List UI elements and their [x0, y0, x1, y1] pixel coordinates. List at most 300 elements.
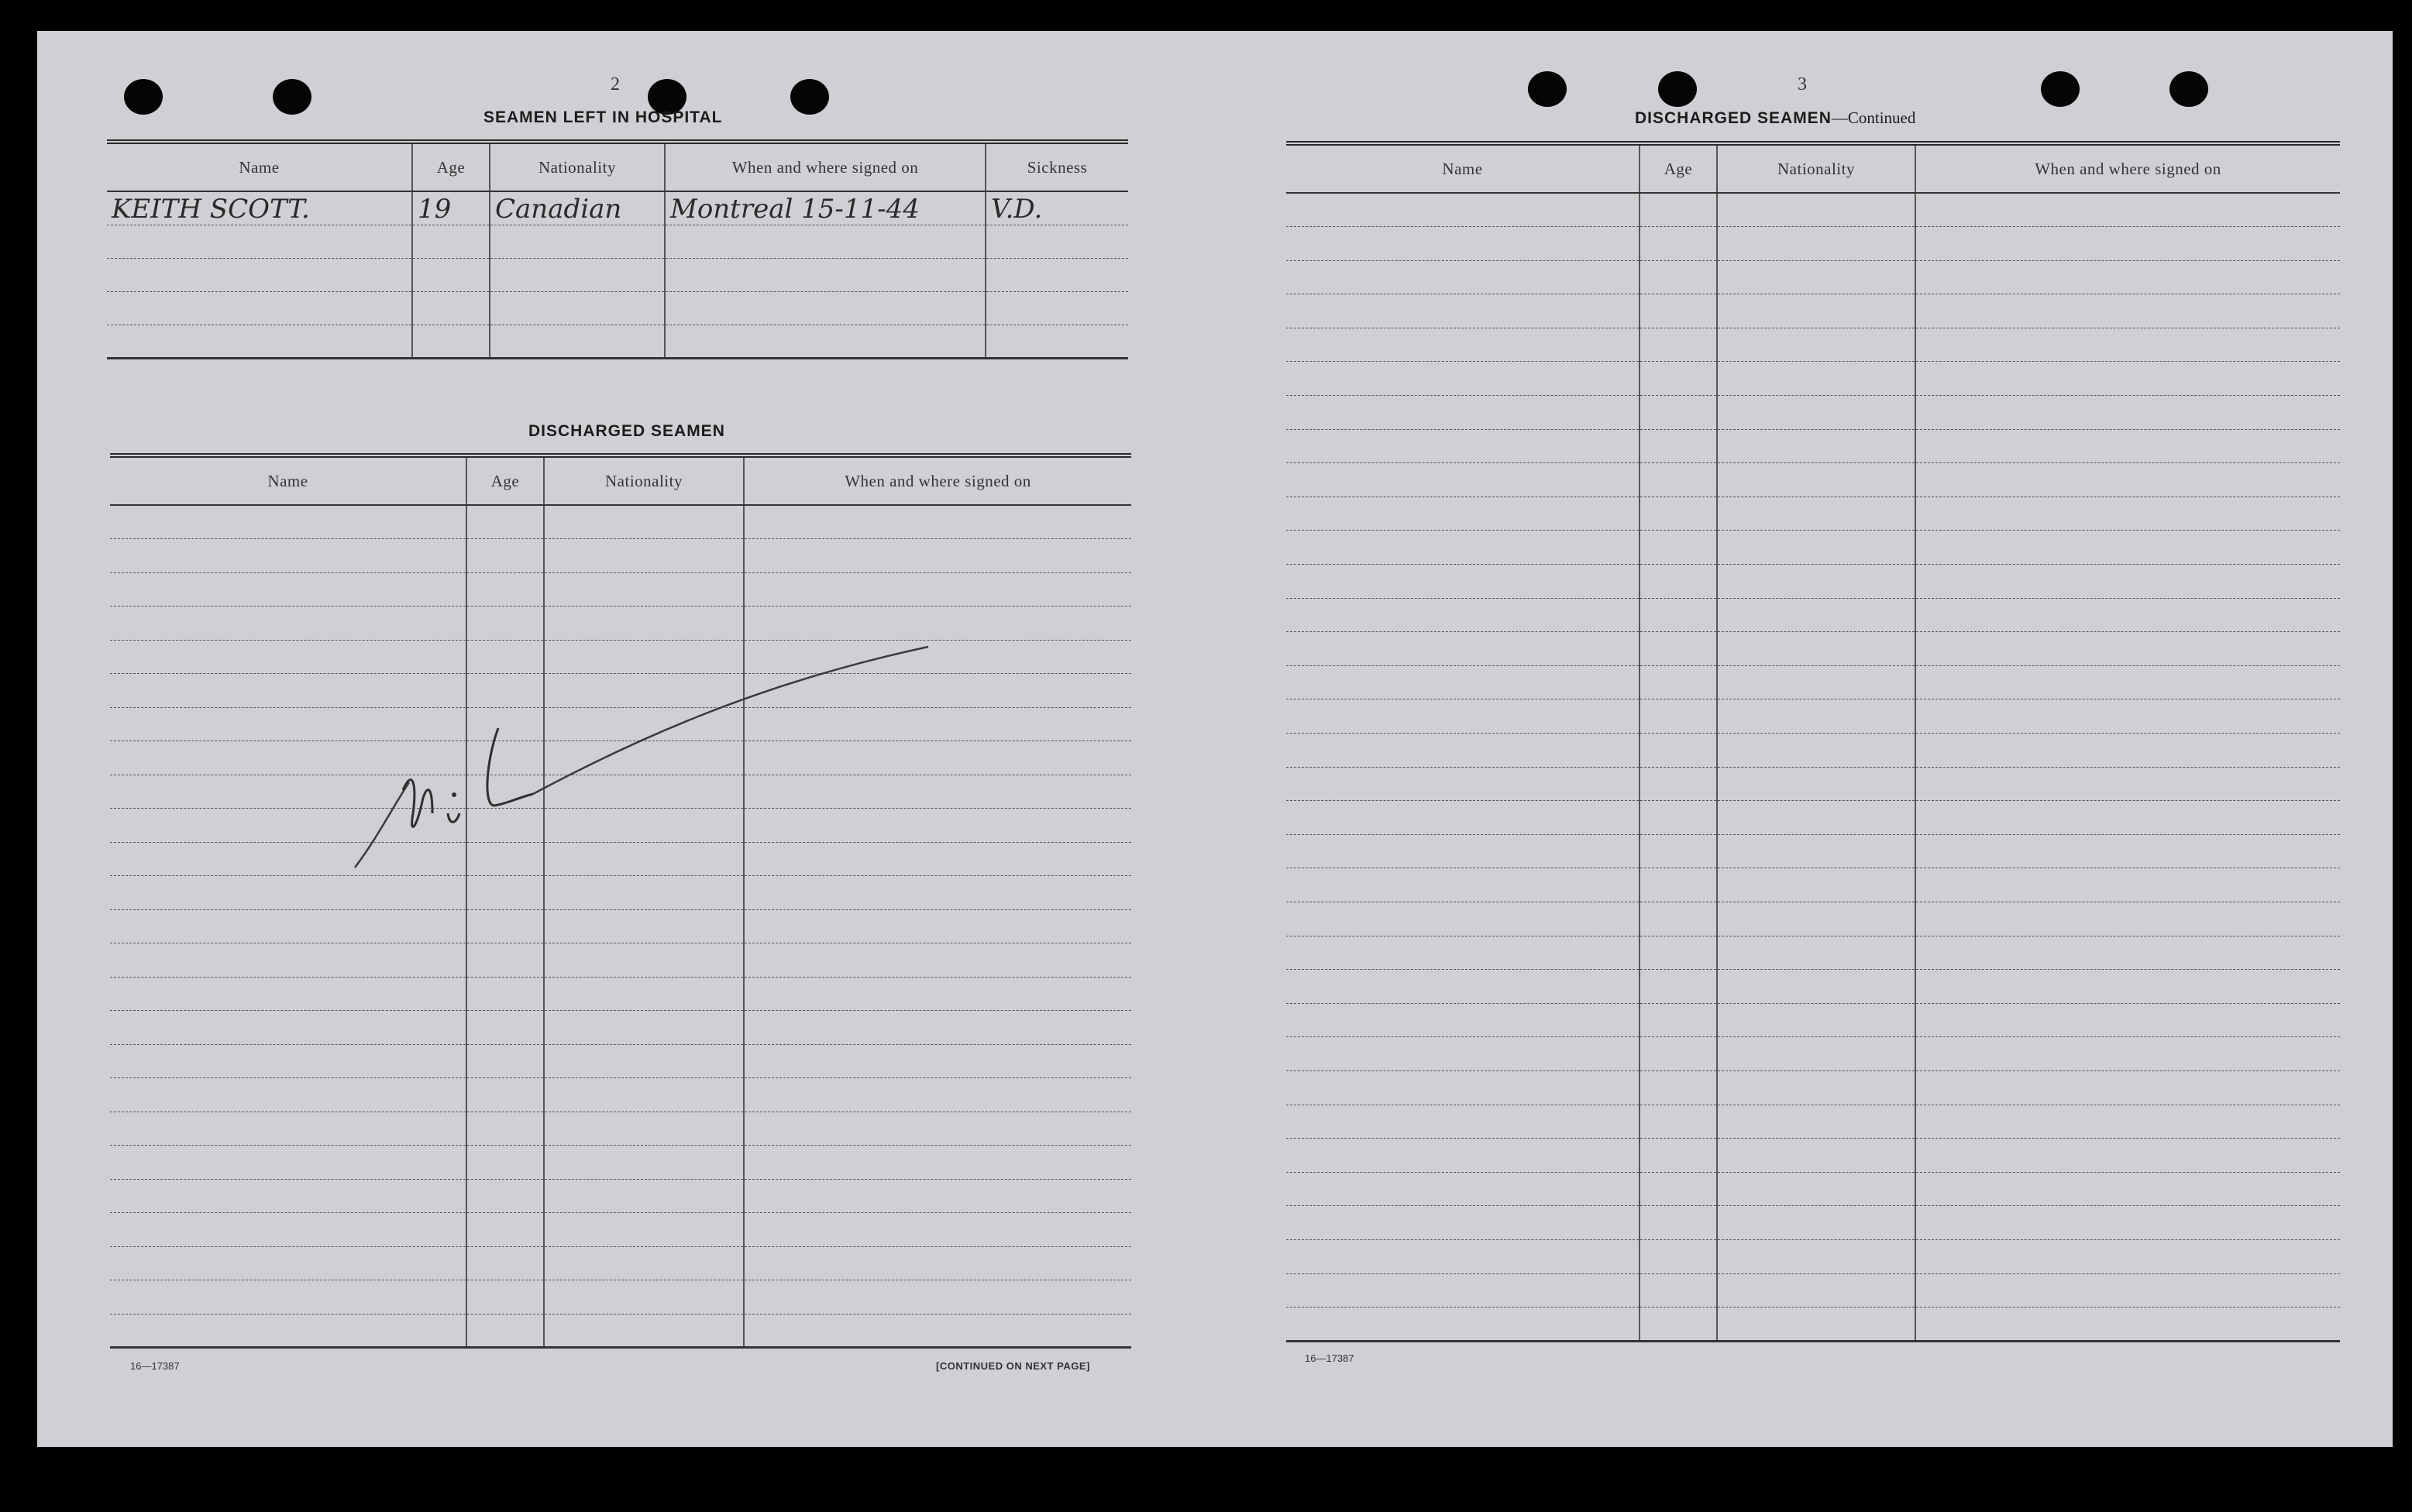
table-cell	[1717, 328, 1915, 362]
table-cell	[1286, 632, 1640, 666]
table-cell	[544, 1112, 744, 1146]
table-cell	[110, 505, 466, 539]
table-row	[107, 225, 1128, 258]
table-cell	[986, 291, 1128, 325]
table-cell	[110, 1011, 466, 1045]
table-cell	[1915, 1105, 2340, 1139]
table-cell	[466, 1044, 544, 1078]
table-row	[110, 572, 1131, 607]
table-cell	[110, 572, 466, 607]
table-row	[110, 1213, 1131, 1247]
document-sheet	[37, 31, 2393, 1447]
table-cell	[490, 258, 665, 291]
table-cell	[1717, 1308, 1915, 1342]
table-row	[1286, 1206, 2340, 1240]
table-cell	[1915, 429, 2340, 463]
punch-hole	[1528, 71, 1567, 107]
table-cell	[1286, 834, 1640, 868]
table-cell	[1717, 1239, 1915, 1273]
table-cell	[412, 258, 490, 291]
table-cell	[490, 325, 665, 358]
table-cell	[412, 325, 490, 358]
table-cell	[744, 1179, 1131, 1213]
table-cell	[110, 1112, 466, 1146]
punch-hole	[790, 79, 829, 115]
table-cell	[1286, 1139, 1640, 1173]
discharged-section-title: DISCHARGED SEAMEN	[528, 422, 725, 440]
table-cell	[544, 1011, 744, 1045]
table-cell	[466, 1314, 544, 1348]
column-header: Name	[107, 142, 412, 191]
hospital-section-title: SEAMEN LEFT IN HOSPITAL	[483, 108, 723, 126]
table-cell	[1286, 1003, 1640, 1037]
table-cell	[1286, 902, 1640, 936]
table-cell	[1915, 565, 2340, 599]
table-row	[1286, 463, 2340, 497]
table-cell	[1640, 665, 1717, 699]
table-cell	[110, 1314, 466, 1348]
table-cell	[1717, 1070, 1915, 1105]
table-cell	[466, 1179, 544, 1213]
table-cell	[466, 1078, 544, 1112]
table-row	[110, 1280, 1131, 1314]
table-cell	[744, 572, 1131, 607]
table-cell	[466, 1011, 544, 1045]
table-row	[1286, 868, 2340, 902]
table-cell	[1286, 328, 1640, 362]
table-cell	[1286, 463, 1640, 497]
table-cell	[1915, 396, 2340, 430]
table-row	[1286, 699, 2340, 734]
table-cell	[544, 505, 744, 539]
table-cell	[1286, 665, 1640, 699]
table-cell	[1915, 1139, 2340, 1173]
table-cell	[1915, 1206, 2340, 1240]
table-cell	[544, 1044, 744, 1078]
table-cell	[466, 572, 544, 607]
table-cell	[665, 258, 986, 291]
table-cell	[1640, 1308, 1717, 1342]
punch-hole	[2169, 71, 2208, 107]
table-cell	[466, 505, 544, 539]
table-cell	[1286, 734, 1640, 768]
table-cell	[1915, 227, 2340, 261]
table-cell	[1915, 632, 2340, 666]
column-header: When and where signed on	[665, 142, 986, 191]
table-cell	[1286, 193, 1640, 227]
table-cell	[744, 539, 1131, 573]
table-row	[110, 1011, 1131, 1045]
table-cell	[744, 1044, 1131, 1078]
table-cell: V.D.	[986, 191, 1128, 225]
table-cell	[1717, 193, 1915, 227]
table-cell	[466, 1213, 544, 1247]
table-row	[110, 539, 1131, 573]
table-cell	[1640, 193, 1717, 227]
table-cell	[544, 943, 744, 978]
column-header: Nationality	[544, 455, 744, 505]
table-cell	[1717, 801, 1915, 835]
table-row	[110, 505, 1131, 539]
punch-hole	[1658, 71, 1697, 107]
table-cell	[1717, 1105, 1915, 1139]
column-header: Age	[1640, 143, 1717, 193]
table-cell	[744, 1314, 1131, 1348]
table-cell	[1915, 1308, 2340, 1342]
table-cell	[1640, 936, 1717, 970]
table-cell	[1286, 1037, 1640, 1071]
table-cell	[110, 1246, 466, 1280]
table-cell	[665, 325, 986, 358]
table-row	[1286, 328, 2340, 362]
table-cell	[466, 1112, 544, 1146]
table-cell	[1915, 531, 2340, 565]
table-row	[110, 909, 1131, 943]
table-cell	[1286, 1239, 1640, 1273]
table-cell	[490, 291, 665, 325]
table-cell	[1717, 734, 1915, 768]
table-cell	[1286, 868, 1640, 902]
table-cell	[110, 1280, 466, 1314]
table-cell	[744, 1280, 1131, 1314]
table-row	[110, 1078, 1131, 1112]
discharged-continued-suffix: —Continued	[1831, 108, 1916, 127]
table-cell	[1640, 1105, 1717, 1139]
table-row	[1286, 970, 2340, 1004]
table-cell	[1915, 294, 2340, 328]
table-row	[1286, 734, 2340, 768]
table-row	[107, 191, 1128, 225]
table-cell	[1717, 902, 1915, 936]
table-cell	[466, 909, 544, 943]
table-cell	[1915, 699, 2340, 734]
table-cell	[1915, 834, 2340, 868]
table-cell	[1286, 1206, 1640, 1240]
table-cell	[1286, 767, 1640, 801]
table-cell	[1717, 970, 1915, 1004]
column-header: When and where signed on	[744, 455, 1131, 505]
table-cell	[1717, 260, 1915, 294]
table-cell	[1286, 970, 1640, 1004]
table-cell	[1915, 362, 2340, 396]
table-row	[1286, 936, 2340, 970]
table-cell	[110, 1213, 466, 1247]
table-cell	[1717, 665, 1915, 699]
table-cell	[1286, 227, 1640, 261]
table-row	[1286, 1172, 2340, 1206]
table-cell	[544, 1280, 744, 1314]
table-row	[107, 258, 1128, 291]
column-header: Nationality	[1717, 143, 1915, 193]
table-cell	[1717, 463, 1915, 497]
page-number-right: 3	[1798, 74, 1807, 94]
table-cell	[1915, 328, 2340, 362]
table-cell	[1640, 902, 1717, 936]
table-cell: 19	[412, 191, 490, 225]
table-cell	[1915, 665, 2340, 699]
column-header: Sickness	[986, 142, 1128, 191]
table-row	[110, 943, 1131, 978]
table-cell	[1286, 1172, 1640, 1206]
table-cell	[665, 225, 986, 258]
table-cell	[466, 1146, 544, 1180]
table-cell	[1717, 362, 1915, 396]
table-cell	[1640, 970, 1717, 1004]
table-cell	[466, 977, 544, 1011]
table-cell	[544, 1146, 744, 1180]
table-cell	[1640, 834, 1717, 868]
table-cell	[544, 977, 744, 1011]
table-cell	[107, 258, 412, 291]
table-cell	[1286, 699, 1640, 734]
table-row	[1286, 1003, 2340, 1037]
table-cell	[1640, 497, 1717, 531]
table-cell	[1286, 1273, 1640, 1308]
table-cell	[1286, 1070, 1640, 1105]
discharged-continued-title	[1635, 108, 1915, 128]
table-cell	[1915, 463, 2340, 497]
table-cell	[744, 1246, 1131, 1280]
table-cell	[1640, 801, 1717, 835]
table-cell	[744, 1011, 1131, 1045]
table-cell	[1717, 1206, 1915, 1240]
table-cell	[1640, 699, 1717, 734]
column-header: Name	[110, 455, 466, 505]
table-cell	[1640, 734, 1717, 768]
table-cell	[1286, 598, 1640, 632]
table-cell	[110, 1146, 466, 1180]
table-cell	[1915, 1037, 2340, 1071]
table-cell	[107, 291, 412, 325]
table-cell	[1286, 429, 1640, 463]
table-cell	[744, 1112, 1131, 1146]
table-cell	[1640, 767, 1717, 801]
table-cell	[107, 325, 412, 358]
table-cell	[1717, 699, 1915, 734]
table-cell	[1717, 1003, 1915, 1037]
table-row	[1286, 902, 2340, 936]
table-row	[1286, 632, 2340, 666]
table-cell	[1915, 902, 2340, 936]
table-row	[110, 1146, 1131, 1180]
table-row	[1286, 362, 2340, 396]
table-cell	[665, 291, 986, 325]
table-cell	[1915, 868, 2340, 902]
table-row	[107, 291, 1128, 325]
table-cell	[110, 909, 466, 943]
table-cell	[1286, 565, 1640, 599]
table-cell	[544, 1078, 744, 1112]
table-cell	[744, 1213, 1131, 1247]
page-number-left: 2	[611, 74, 620, 94]
discharged-continued-title-main: DISCHARGED SEAMEN	[1635, 109, 1832, 127]
table-cell	[1915, 497, 2340, 531]
table-cell	[1717, 767, 1915, 801]
table-cell	[107, 225, 412, 258]
table-cell	[1640, 632, 1717, 666]
table-row	[1286, 1273, 2340, 1308]
table-cell	[744, 909, 1131, 943]
table-cell	[110, 1179, 466, 1213]
table-cell	[1640, 396, 1717, 430]
table-cell	[1286, 497, 1640, 531]
table-cell	[1915, 734, 2340, 768]
table-cell	[1915, 767, 2340, 801]
punch-hole	[2041, 71, 2080, 107]
column-header: Age	[412, 142, 490, 191]
table-row	[1286, 598, 2340, 632]
table-row	[1286, 801, 2340, 835]
table-row	[1286, 260, 2340, 294]
table-row	[110, 1246, 1131, 1280]
table-cell	[1915, 1172, 2340, 1206]
table-cell	[110, 539, 466, 573]
table-row	[1286, 665, 2340, 699]
hospital-table	[107, 139, 1128, 359]
table-cell	[544, 1314, 744, 1348]
table-cell	[466, 1280, 544, 1314]
table-row	[1286, 1239, 2340, 1273]
table-row	[1286, 1070, 2340, 1105]
table-row	[1286, 294, 2340, 328]
table-cell	[1717, 598, 1915, 632]
table-cell: Montreal 15-11-44	[665, 191, 986, 225]
column-header: Nationality	[490, 142, 665, 191]
table-cell	[1286, 260, 1640, 294]
table-cell	[1640, 429, 1717, 463]
table-cell	[1640, 328, 1717, 362]
form-number-right: 16—17387	[1305, 1352, 1354, 1364]
table-cell	[1915, 801, 2340, 835]
table-cell	[1640, 362, 1717, 396]
table-cell	[1286, 1308, 1640, 1342]
table-cell	[1640, 227, 1717, 261]
table-cell	[1717, 497, 1915, 531]
table-cell	[1717, 1172, 1915, 1206]
discharged-continued-table	[1286, 141, 2340, 1342]
table-cell	[1286, 531, 1640, 565]
table-cell	[110, 943, 466, 978]
table-cell	[544, 572, 744, 607]
table-cell	[1640, 1070, 1717, 1105]
punch-hole	[124, 79, 163, 115]
handwritten-nil-mark	[332, 604, 951, 899]
table-cell	[1640, 598, 1717, 632]
table-cell	[1640, 1139, 1717, 1173]
table-cell	[1915, 970, 2340, 1004]
discharged-table	[110, 453, 1131, 1349]
table-cell	[1286, 801, 1640, 835]
table-cell	[1915, 193, 2340, 227]
table-row	[110, 977, 1131, 1011]
table-row	[110, 1179, 1131, 1213]
table-cell	[986, 325, 1128, 358]
table-cell	[1640, 260, 1717, 294]
table-cell	[466, 539, 544, 573]
table-cell	[1717, 429, 1915, 463]
table-cell	[1717, 565, 1915, 599]
table-cell	[1717, 396, 1915, 430]
table-row	[1286, 1105, 2340, 1139]
table-cell	[1717, 227, 1915, 261]
form-number-left: 16—17387	[130, 1360, 180, 1372]
table-row	[1286, 227, 2340, 261]
table-cell	[1717, 936, 1915, 970]
table-cell	[1717, 632, 1915, 666]
column-header: Age	[466, 455, 544, 505]
table-cell	[110, 1044, 466, 1078]
table-cell	[1286, 1105, 1640, 1139]
table-cell	[466, 1246, 544, 1280]
table-row	[1286, 1139, 2340, 1173]
table-cell	[1640, 868, 1717, 902]
table-cell	[1640, 1273, 1717, 1308]
table-cell	[1717, 834, 1915, 868]
table-cell	[466, 943, 544, 978]
table-cell	[986, 225, 1128, 258]
table-cell	[1915, 1273, 2340, 1308]
table-row	[1286, 531, 2340, 565]
column-header: When and where signed on	[1915, 143, 2340, 193]
table-row	[107, 325, 1128, 358]
table-cell	[544, 1179, 744, 1213]
table-row	[110, 1044, 1131, 1078]
table-cell	[744, 943, 1131, 978]
table-cell	[1640, 1037, 1717, 1071]
table-cell	[110, 1078, 466, 1112]
table-row	[1286, 767, 2340, 801]
table-cell	[1717, 1273, 1915, 1308]
table-cell	[744, 1146, 1131, 1180]
table-cell	[744, 977, 1131, 1011]
table-cell	[544, 1213, 744, 1247]
table-cell	[1286, 396, 1640, 430]
table-cell	[1915, 936, 2340, 970]
table-cell	[1915, 1239, 2340, 1273]
table-cell	[1915, 1003, 2340, 1037]
table-row	[1286, 396, 2340, 430]
table-cell	[412, 225, 490, 258]
table-cell	[1286, 362, 1640, 396]
table-cell	[1640, 463, 1717, 497]
column-header: Name	[1286, 143, 1640, 193]
table-cell	[1717, 1037, 1915, 1071]
table-cell	[1286, 294, 1640, 328]
table-cell	[1640, 1239, 1717, 1273]
table-cell	[1915, 598, 2340, 632]
punch-hole	[273, 79, 311, 115]
table-row	[1286, 834, 2340, 868]
table-cell	[1640, 1172, 1717, 1206]
table-row	[1286, 565, 2340, 599]
table-row	[110, 1112, 1131, 1146]
table-cell: KEITH SCOTT.	[107, 191, 412, 225]
table-cell	[744, 505, 1131, 539]
table-row	[1286, 193, 2340, 227]
table-cell	[1640, 294, 1717, 328]
table-cell	[412, 291, 490, 325]
table-cell	[1717, 531, 1915, 565]
table-cell	[110, 977, 466, 1011]
table-cell	[490, 225, 665, 258]
table-row	[110, 1314, 1131, 1348]
table-cell	[1915, 1070, 2340, 1105]
continued-note: [CONTINUED ON NEXT PAGE]	[936, 1360, 1090, 1372]
table-row	[1286, 497, 2340, 531]
table-cell	[1286, 936, 1640, 970]
table-cell	[544, 909, 744, 943]
table-cell	[1640, 565, 1717, 599]
